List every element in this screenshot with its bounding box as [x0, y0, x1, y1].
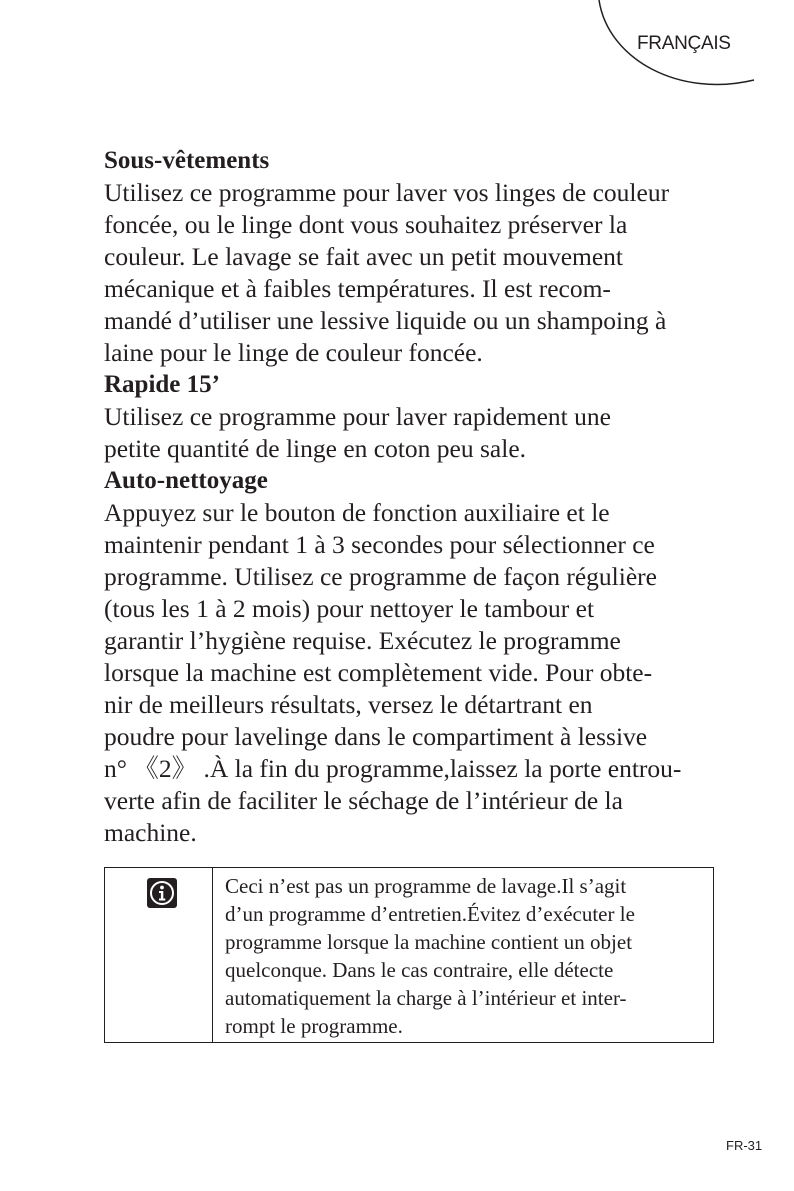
body-line: Appuyez sur le bouton de fonction auxiliaire et le: [104, 498, 610, 527]
body-line: Utilisez ce programme pour laver rapidement une: [104, 402, 611, 431]
info-icon: [147, 878, 177, 908]
note-text-cell: [213, 868, 635, 1042]
body-line: mécanique et à faibles températures. Il est recom-: [104, 274, 611, 303]
body-line: couleur. Le lavage se fait avec un petit mouvement: [104, 242, 624, 271]
body-line: foncée, ou le linge dont vous souhaitez préserver la: [104, 210, 628, 239]
body-line: verte afin de faciliter le séchage de l’intérieur de la: [104, 786, 623, 815]
note-line: automatiquement la charge à l’intérieur et inter-: [225, 986, 627, 1010]
section-title: Auto-nettoyage: [104, 467, 268, 494]
body-line: lorsque la machine est complètement vide. Pour obte-: [104, 658, 653, 687]
body-line: n° 《2》 .À la fin du programme,laissez la porte entrou-: [104, 754, 682, 783]
section-body: [104, 401, 744, 465]
language-tab: FRANÇAIS: [637, 33, 731, 54]
note-icon-cell: [105, 868, 213, 1042]
body-line: machine.: [104, 818, 197, 847]
note-line: programme lorsque la machine contient un objet: [225, 930, 633, 954]
page-number: FR-31: [726, 1138, 763, 1153]
note-line: Ceci n’est pas un programme de lavage.Il s’agit: [225, 874, 627, 898]
body-line: petite quantité de linge en coton peu sale.: [104, 434, 527, 463]
section-title: Rapide 15’: [104, 371, 220, 398]
section-body: [104, 497, 744, 849]
body-line: mandé d’utiliser une lessive liquide ou un shampoing à: [104, 306, 667, 335]
section-auto-nettoyage: [104, 465, 744, 849]
body-line: nir de meilleurs résultats, versez le détartrant en: [104, 690, 593, 719]
note-line: rompt le programme.: [225, 1014, 403, 1038]
main-content: [104, 145, 744, 849]
body-line: programme. Utilisez ce programme de façon régulière: [104, 562, 657, 591]
section-rapide-15: [104, 369, 744, 465]
note-text: [225, 872, 635, 1040]
section-body: [104, 177, 744, 369]
note-line: quelconque. Dans le cas contraire, elle détecte: [225, 958, 614, 982]
section-sous-vetements: [104, 145, 744, 369]
body-line: Utilisez ce programme pour laver vos linges de couleur: [104, 178, 670, 207]
note-line: d’un programme d’entretien.Évitez d’exécuter le: [225, 902, 635, 926]
section-title: Sous-vêtements: [104, 147, 270, 174]
body-line: maintenir pendant 1 à 3 secondes pour sélectionner ce: [104, 530, 655, 559]
info-note-box: [104, 867, 714, 1043]
body-line: (tous les 1 à 2 mois) pour nettoyer le tambour et: [104, 594, 595, 623]
body-line: laine pour le linge de couleur foncée.: [104, 338, 483, 367]
body-line: garantir l’hygiène requise. Exécutez le programme: [104, 626, 621, 655]
body-line: poudre pour lavelinge dans le compartiment à lessive: [104, 722, 648, 751]
